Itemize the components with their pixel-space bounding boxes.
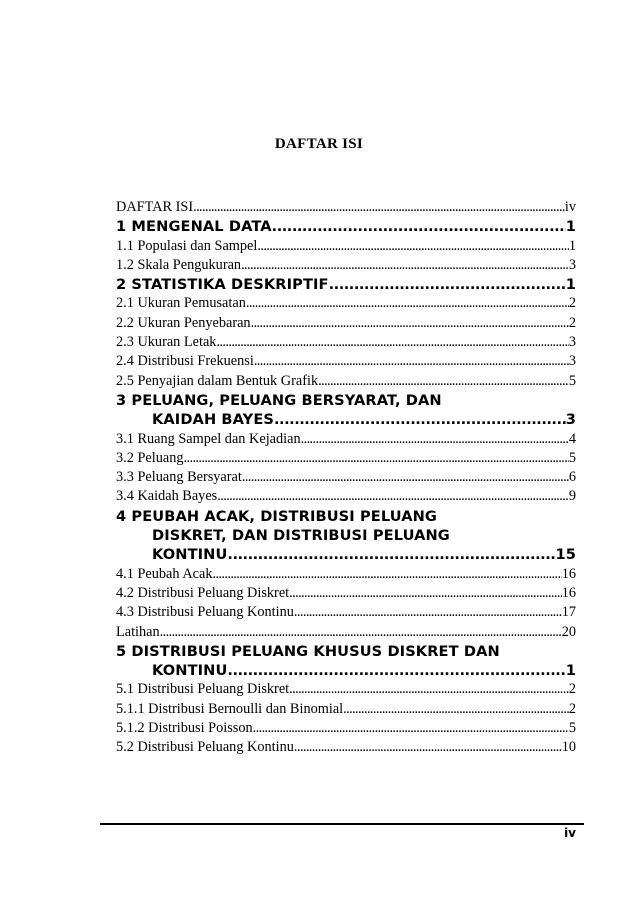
page-title: DAFTAR ISI: [274, 136, 364, 152]
toc-entry-page: 17: [561, 604, 576, 621]
toc-entry-label: 5.1 Distribusi Peluang Diskret: [116, 681, 290, 698]
toc-entry-2-3[interactable]: [116, 333, 576, 352]
toc-entry-4-1[interactable]: [116, 565, 576, 584]
toc-entry-page: 4: [568, 430, 576, 447]
toc-entry-3-2[interactable]: [116, 449, 576, 468]
toc-entry-label: 2.3 Ukuran Letak: [116, 334, 217, 351]
toc-entry-page: 9: [568, 488, 576, 505]
dot-leader: [289, 680, 569, 699]
dot-leader: [227, 661, 565, 680]
toc-chapter-page: 1: [565, 662, 576, 680]
toc-chapter-2[interactable]: [116, 275, 576, 294]
dot-leader: [294, 738, 562, 757]
toc-entry-5-2[interactable]: [116, 738, 576, 757]
dot-leader: [160, 623, 562, 642]
toc-entry-label: 3.1 Ruang Sampel dan Kejadian: [116, 430, 301, 447]
dot-leader: [216, 333, 568, 352]
toc-chapter-label: 2 STATISTIKA DESKRIPTIF: [116, 276, 329, 294]
toc-entry-label: DAFTAR ISI: [116, 199, 194, 215]
dot-leader: [294, 603, 562, 622]
toc-entry-label: Latihan: [116, 623, 160, 640]
dot-leader: [274, 410, 566, 429]
toc-entry-3-3[interactable]: [116, 468, 576, 487]
dot-leader: [329, 275, 566, 294]
toc-entry-label: 5.1.2 Distribusi Poisson: [116, 720, 253, 737]
toc-entry-page: 2: [568, 681, 576, 698]
dot-leader: [251, 314, 569, 333]
toc-entry-3-1[interactable]: [116, 430, 576, 449]
toc-chapter-3-line-1[interactable]: 3 PELUANG, PELUANG BERSYARAT, DAN: [116, 391, 442, 409]
toc-chapter-label: KONTINU: [152, 546, 228, 564]
toc-entry-label: 3.4 Kaidah Bayes: [116, 488, 218, 505]
toc-chapter-5-line-1[interactable]: 5 DISTRIBUSI PELUANG KHUSUS DISKRET DAN: [116, 642, 500, 660]
toc-entry-2-4[interactable]: [116, 352, 576, 371]
toc-chapter-page: 1: [565, 218, 576, 236]
toc-entry-1-1[interactable]: [116, 237, 576, 256]
dot-leader: [301, 430, 569, 449]
toc-entry-label: 4.2 Distribusi Peluang Diskret: [116, 584, 290, 601]
toc-entry-label: 5.1.1 Distribusi Bernoulli dan Binomial: [116, 700, 344, 717]
toc-entry-5-1-2[interactable]: [116, 719, 576, 738]
dot-leader: [318, 372, 569, 391]
toc-entry-label: 4.3 Distribusi Peluang Kontinu: [116, 604, 294, 621]
toc-entry-label: 3.2 Peluang: [116, 449, 184, 466]
toc-chapter-4-line-2[interactable]: DISKRET, DAN DISTRIBUSI PELUANG: [152, 527, 450, 545]
footer-page-number: iv: [564, 826, 576, 840]
footer-divider: [100, 823, 584, 825]
toc-entry-label: 1.1 Populasi dan Sampel: [116, 237, 258, 254]
dot-leader: [227, 545, 555, 564]
toc-entry-label: 2.1 Ukuran Pemusatan: [116, 295, 246, 312]
toc-entry-page: 2: [568, 314, 576, 331]
toc-entry-page: iv: [564, 199, 576, 215]
table-of-contents: [116, 198, 576, 758]
toc-entry-label: 1.2 Skala Pengukuran: [116, 256, 242, 273]
dot-leader: [241, 256, 569, 275]
dot-leader: [217, 487, 569, 506]
toc-entry-page: 5: [568, 372, 576, 389]
dot-leader: [193, 198, 565, 217]
toc-entry-page: 6: [568, 469, 576, 486]
toc-entry-1-2[interactable]: [116, 256, 576, 275]
toc-chapter-page: 15: [555, 546, 576, 564]
toc-entry-page: 2: [568, 295, 576, 312]
toc-entry-2-5[interactable]: [116, 372, 576, 391]
toc-entry-2-1[interactable]: [116, 294, 576, 313]
toc-entry-page: 5: [568, 720, 576, 737]
toc-entry-page: 3: [568, 334, 576, 351]
toc-entry-4-3[interactable]: [116, 603, 576, 622]
toc-entry-3-4[interactable]: [116, 487, 576, 506]
toc-entry-label: 5.2 Distribusi Peluang Kontinu: [116, 739, 294, 756]
dot-leader: [184, 449, 569, 468]
toc-chapter-page: 1: [565, 276, 576, 294]
toc-entry-page: 20: [561, 623, 576, 640]
toc-entry-label: 2.2 Ukuran Penyebaran: [116, 314, 251, 331]
toc-entry-label: 2.4 Distribusi Frekuensi: [116, 353, 254, 370]
dot-leader: [246, 294, 569, 313]
dot-leader: [257, 237, 568, 256]
toc-chapter-4[interactable]: [116, 545, 576, 564]
toc-chapter-label: KAIDAH BAYES: [152, 411, 275, 429]
toc-entry-4-2[interactable]: [116, 584, 576, 603]
toc-chapter-5[interactable]: [116, 661, 576, 680]
toc-entry-page: 3: [568, 256, 576, 273]
toc-entry-page: 3: [568, 353, 576, 370]
toc-entry-page: 2: [568, 700, 576, 717]
toc-entry-5-1-1[interactable]: [116, 700, 576, 719]
toc-entry-label: 2.5 Penyajian dalam Bentuk Grafik: [116, 372, 319, 389]
dot-leader: [253, 719, 569, 738]
toc-entry-page: 16: [561, 565, 576, 582]
toc-entry-label: 3.3 Peluang Bersyarat: [116, 469, 242, 486]
toc-chapter-4-line-1[interactable]: 4 PEUBAH ACAK, DISTRIBUSI PELUANG: [116, 507, 437, 525]
toc-entry-label: 4.1 Peubah Acak: [116, 565, 213, 582]
toc-entry-daftar-isi[interactable]: [116, 198, 576, 217]
toc-chapter-3[interactable]: [116, 410, 576, 429]
dot-leader: [242, 468, 569, 487]
toc-entry-page: 5: [568, 449, 576, 466]
dot-leader: [343, 700, 569, 719]
toc-chapter-label: KONTINU: [152, 662, 228, 680]
dot-leader: [289, 584, 562, 603]
toc-entry-page: 16: [561, 584, 576, 601]
toc-entry-page: 10: [561, 739, 576, 756]
toc-entry-5-1[interactable]: [116, 680, 576, 699]
toc-chapter-page: 3: [565, 411, 576, 429]
dot-leader: [212, 565, 561, 584]
toc-entry-2-2[interactable]: [116, 314, 576, 333]
dot-leader: [272, 217, 566, 236]
toc-chapter-label: 1 MENGENAL DATA: [116, 218, 272, 236]
toc-chapter-1[interactable]: [116, 217, 576, 236]
toc-entry-page: 1: [568, 237, 576, 254]
dot-leader: [254, 352, 569, 371]
toc-entry-latihan[interactable]: [116, 623, 576, 642]
